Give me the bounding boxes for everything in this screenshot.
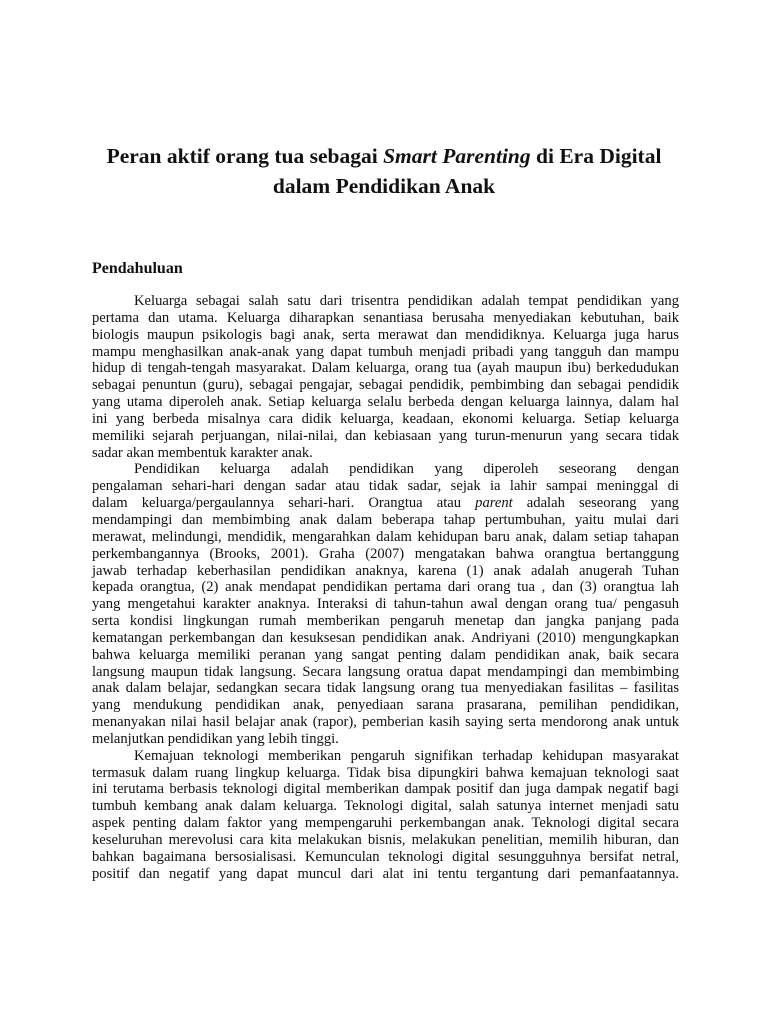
text-line: mendampingi dan membimbing anak dalam beberapa tahap pertumbuhan, yaitu mulai dari [92,511,679,528]
section-heading: Pendahuluan [92,260,183,277]
text-line: ini yang berbeda misalnya cara didik keluarga, keadaan, ekonomi keluarga. Setiap keluarga [92,410,679,427]
text-line: Keluarga sebagai salah satu dari trisentra pendidikan adalah tempat pendidikan yang [134,293,679,309]
text-line: yang utama diperoleh anak. Setiap keluarga selalu berbeda dengan keluarga lainnya, dalam hal [92,394,679,411]
italic-term: parent [475,495,513,512]
text-line: tumbuh kembang anak dalam keluarga. Teknologi digital, salah satunya internet menjadi satu [92,798,679,815]
text-line: Pendidikan keluarga adalah pendidikan yang diperoleh seseorang dengan [134,461,679,478]
document-title [60,141,708,201]
text-segment: dalam keluarga/pergaulannya sehari-hari. Orangtua atau [92,495,462,512]
text-line: yang mendukung pendidikan anak, penyediaan sarana prasarana, pemilihan pendidikan, [92,697,679,714]
text-line: kematangan perkembangan dan kesuksesan pendidikan anak. Andriyani (2010) mengungkapkan [92,629,679,646]
title-italic-term: Smart Parenting [383,144,531,168]
title-line-2: dalam Pendidikan Anak [272,174,496,198]
text-line: perkembangannya (Brooks, 2001). Graha (2007) mengatakan bahwa orangtua bertanggung [92,545,679,562]
text-line: jawab terhadap keberhasilan pendidikan anaknya, karena (1) anak adalah anugerah Tuhan [92,562,679,579]
text-line: pertama dan utama. Keluarga diharapkan senantiasa berusaha menyediakan kebutuhan, baik [92,309,679,326]
text-line: hidup di tengah-tengah masyarakat. Dalam keluarga, orang tua (ayah maupun ibu) berkedudukan [92,360,679,377]
text-line: yang mengetahui karakter anaknya. Interaksi di tahun-tahun awal dengan orang tua/ pengasuh [92,596,679,613]
text-line: aspek penting dalam faktor yang mempengaruhi perkembangan anak. Teknologi digital secara [92,815,679,832]
text-line: mampu menghasilkan anak-anak yang dapat tumbuh menjadi pribadi yang tangguh dan mampu [92,343,679,360]
paragraph-3 [92,748,679,883]
title-text: di Era Digital [530,144,662,168]
text-line: memiliki sejarah perjuangan, nilai-nilai, dan kebiasaan yang turun-menurun yang secara tidak [92,427,679,444]
text-line: pengalaman sehari-hari dengan sadar atau tidak sadar, sejak ia lahir sampai meninggal di [92,478,679,495]
text-line: termasuk dalam ruang lingkup keluarga. Tidak bisa dipungkiri bahwa kemajuan teknologi saat [92,764,679,781]
text-line: keseluruhan merevolusi cara kita melakukan bisnis, melakukan penelitian, memilih hiburan, dan [92,832,679,848]
text-line: bahkan bagaimana bersosialisasi. Kemunculan teknologi digital sesungguhnya bersifat netral, [92,848,679,865]
text-line: ini terutama berbasis teknologi digital memberikan dampak positif dan juga dampak negatif bagi [92,781,679,798]
text-line: biologis maupun psikologis bagi anak, serta merawat dan mendidiknya. Keluarga juga harus [92,326,679,343]
text-line: langsung maupun tidak langsung. Secara langsung oratua dapat mendampingi dan membimbing [92,663,679,680]
text-line: melanjutkan pendidikan yang lebih tinggi. [92,730,339,747]
text-segment: adalah seseorang yang [526,495,679,512]
text-line: anak dalam belajar, sedangkan secara tidak langsung orang tua menyediakan fasilitas – fasilitas [92,680,679,697]
text-line: sadar akan membentuk karakter anak. [92,444,313,461]
text-line: serta kondisi lingkungan rumah memberikan pengaruh menetap dan jangka panjang pada [92,613,679,630]
paragraph-2 [92,461,679,747]
title-text: Peran aktif orang tua sebagai [106,144,384,168]
text-line: sebagai penuntun (guru), sebagai pengajar, sebagai pendidik, pembimbing dan sebagai pendidik [92,377,679,394]
text-line: kepada orangtua, (2) anak mendapat pendidikan pertama dari orang tua , dan (3) orangtua lah [92,579,679,596]
text-line: bahwa keluarga memiliki peranan yang sangat penting dalam pendidikan anak, baik secara [92,646,679,663]
text-line: Kemajuan teknologi memberikan pengaruh signifikan terhadap kehidupan masyarakat [134,747,679,764]
title-line-1 [60,141,708,171]
body-text [92,293,679,883]
text-line: merawat, melindungi, mendidik, mengarahkan dalam kehidupan baru anak, dalam setiap tahapan [92,528,679,545]
text-line: positif dan negatif yang dapat muncul dari alat ini tentu tergantung dari pemanfaatannya. [92,865,679,882]
paragraph-1 [92,293,679,461]
text-line: menanyakan nilai hasil belajar anak (rapor), pemberian kasih saying serta mendorong anak untuk [92,714,679,731]
text-line-with-italic [92,495,679,512]
